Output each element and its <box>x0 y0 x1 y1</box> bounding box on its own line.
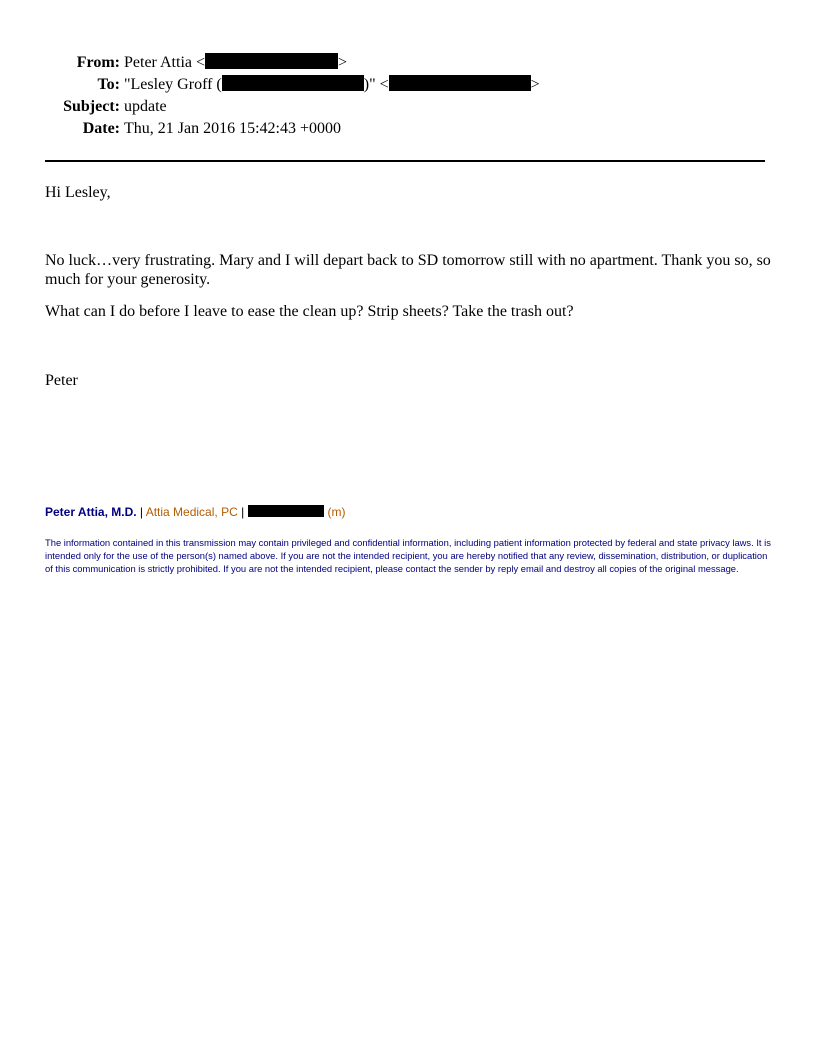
to-email-redaction-2 <box>389 75 531 91</box>
signature-separator: | <box>136 505 146 519</box>
to-value <box>124 75 540 95</box>
subject-row <box>0 97 167 117</box>
signature-name: Peter Attia, M.D. <box>45 505 137 519</box>
date-label: Date: <box>82 120 120 137</box>
subject-value: update <box>124 98 167 115</box>
from-row <box>0 53 347 73</box>
date-value: Thu, 21 Jan 2016 15:42:43 +0000 <box>124 120 342 137</box>
body-paragraph-2: What can I do before I leave to ease the clean up? Strip sheets? Take the trash out? <box>45 303 574 320</box>
from-name: Peter Attia < <box>124 54 206 71</box>
from-value <box>124 53 347 73</box>
to-close: > <box>530 76 540 93</box>
to-name: "Lesley Groff ( <box>124 76 222 93</box>
greeting: Hi Lesley, <box>45 184 111 201</box>
signature-line <box>45 504 346 520</box>
signoff: Peter <box>45 372 78 389</box>
from-label: From: <box>76 54 120 71</box>
to-label: To: <box>97 76 120 93</box>
from-email-redaction <box>205 53 338 69</box>
mobile-label: (m) <box>327 505 346 519</box>
header-divider <box>45 160 765 162</box>
to-mid: )" < <box>363 76 389 93</box>
phone-redaction <box>248 505 324 517</box>
subject-label: Subject: <box>63 98 120 115</box>
date-row <box>0 119 341 139</box>
to-row <box>0 75 540 95</box>
to-email-redaction-1 <box>222 75 364 91</box>
signature-org: Attia Medical, PC <box>145 505 238 519</box>
from-close: > <box>338 54 348 71</box>
body-paragraph-1: No luck…very frustrating. Mary and I will depart back to SD tomorrow still with no apartment. Thank you so, so much for your generosity. <box>45 252 771 288</box>
signature-separator: | <box>237 505 248 519</box>
confidentiality-disclaimer: The information contained in this transmission may contain privileged and confidential information, including patient information protected by federal and state privacy laws. It is intended only for the use of the person(s) named above. If you are not the intended recipient, you are hereby notified that any review, dissemination, distribution, or duplication of this communication is strictly prohibited. If you are not the intended recipient, please contact the sender by reply email and destroy all copies of the original message. <box>45 537 771 574</box>
